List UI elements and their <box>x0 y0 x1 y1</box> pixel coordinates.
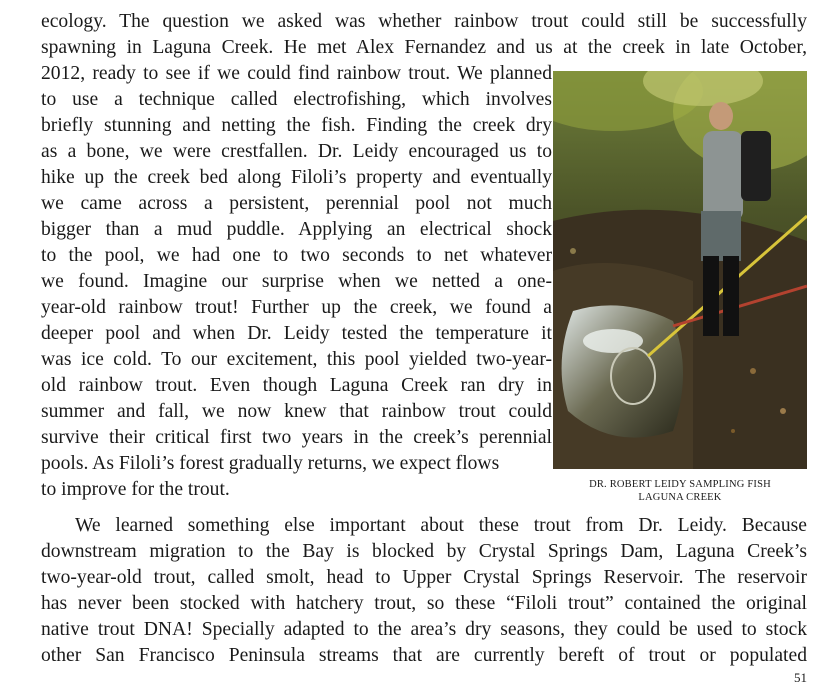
caption-line: DR. ROBERT LEIDY SAMPLING FISH <box>589 479 771 490</box>
caption-line: LAGUNA CREEK <box>638 492 722 503</box>
text-line: downstream migration to the Bay is blocked by Crystal Springs Dam, Laguna Creek’s <box>41 541 807 562</box>
text-line: spawning in Laguna Creek. He met Alex Fernandez and us at the creek in late October, <box>41 37 807 58</box>
text-line: We learned something else important about these trout from Dr. Leidy. Because <box>75 515 807 536</box>
text-line: 2012, ready to see if we could find rainbow trout. We planned <box>41 63 552 84</box>
text-line: we came across a persistent, perennial pool not much <box>41 193 552 214</box>
text-line: survive their critical first two years in the creek’s perennial <box>41 427 552 448</box>
text-line: has never been stocked with hatchery trout, so these “Filoli trout” contained the original <box>41 593 807 614</box>
text-line: two-year-old trout, called smolt, head to Upper Crystal Springs Reservoir. The reservoir <box>41 567 807 588</box>
text-line: we found. Imagine our surprise when we netted a one- <box>41 271 552 292</box>
text-line: briefly stunning and netting the fish. Finding the creek dry <box>41 115 552 136</box>
text-line: ecology. The question we asked was whether rainbow trout could still be successfully <box>41 11 807 32</box>
page-number: 51 <box>794 670 807 685</box>
text-line: old rainbow trout. Even though Laguna Creek ran dry in <box>41 375 552 396</box>
text-line: native trout DNA! Specially adapted to the area’s dry seasons, they could be used to stock <box>41 619 807 640</box>
photo-leidy-sampling-fish <box>553 71 807 469</box>
text-line: other San Francisco Peninsula streams that are currently bereft of trout or populated <box>41 645 807 666</box>
text-line: hike up the creek bed along Filoli’s property and eventually <box>41 167 552 188</box>
text-line: bigger than a mud puddle. Applying an electrical shock <box>41 219 552 240</box>
text-line: as a bone, we were crestfallen. Dr. Leidy encouraged us to <box>41 141 552 162</box>
text-line: pools. As Filoli’s forest gradually returns, we expect flows <box>41 453 500 474</box>
text-line: to the pool, we had one to two seconds to net whatever <box>41 245 552 266</box>
text-line: deeper pool and when Dr. Leidy tested the temperature it <box>41 323 552 344</box>
photo-caption <box>553 478 807 504</box>
text-line: was ice cold. To our excitement, this pool yielded two-year- <box>41 349 552 370</box>
text-line: year-old rainbow trout! Further up the creek, we found a <box>41 297 552 318</box>
text-line: summer and fall, we now knew that rainbow trout could <box>41 401 552 422</box>
text-line: to use a technique called electrofishing, which involves <box>41 89 552 110</box>
text-line: to improve for the trout. <box>41 479 230 500</box>
